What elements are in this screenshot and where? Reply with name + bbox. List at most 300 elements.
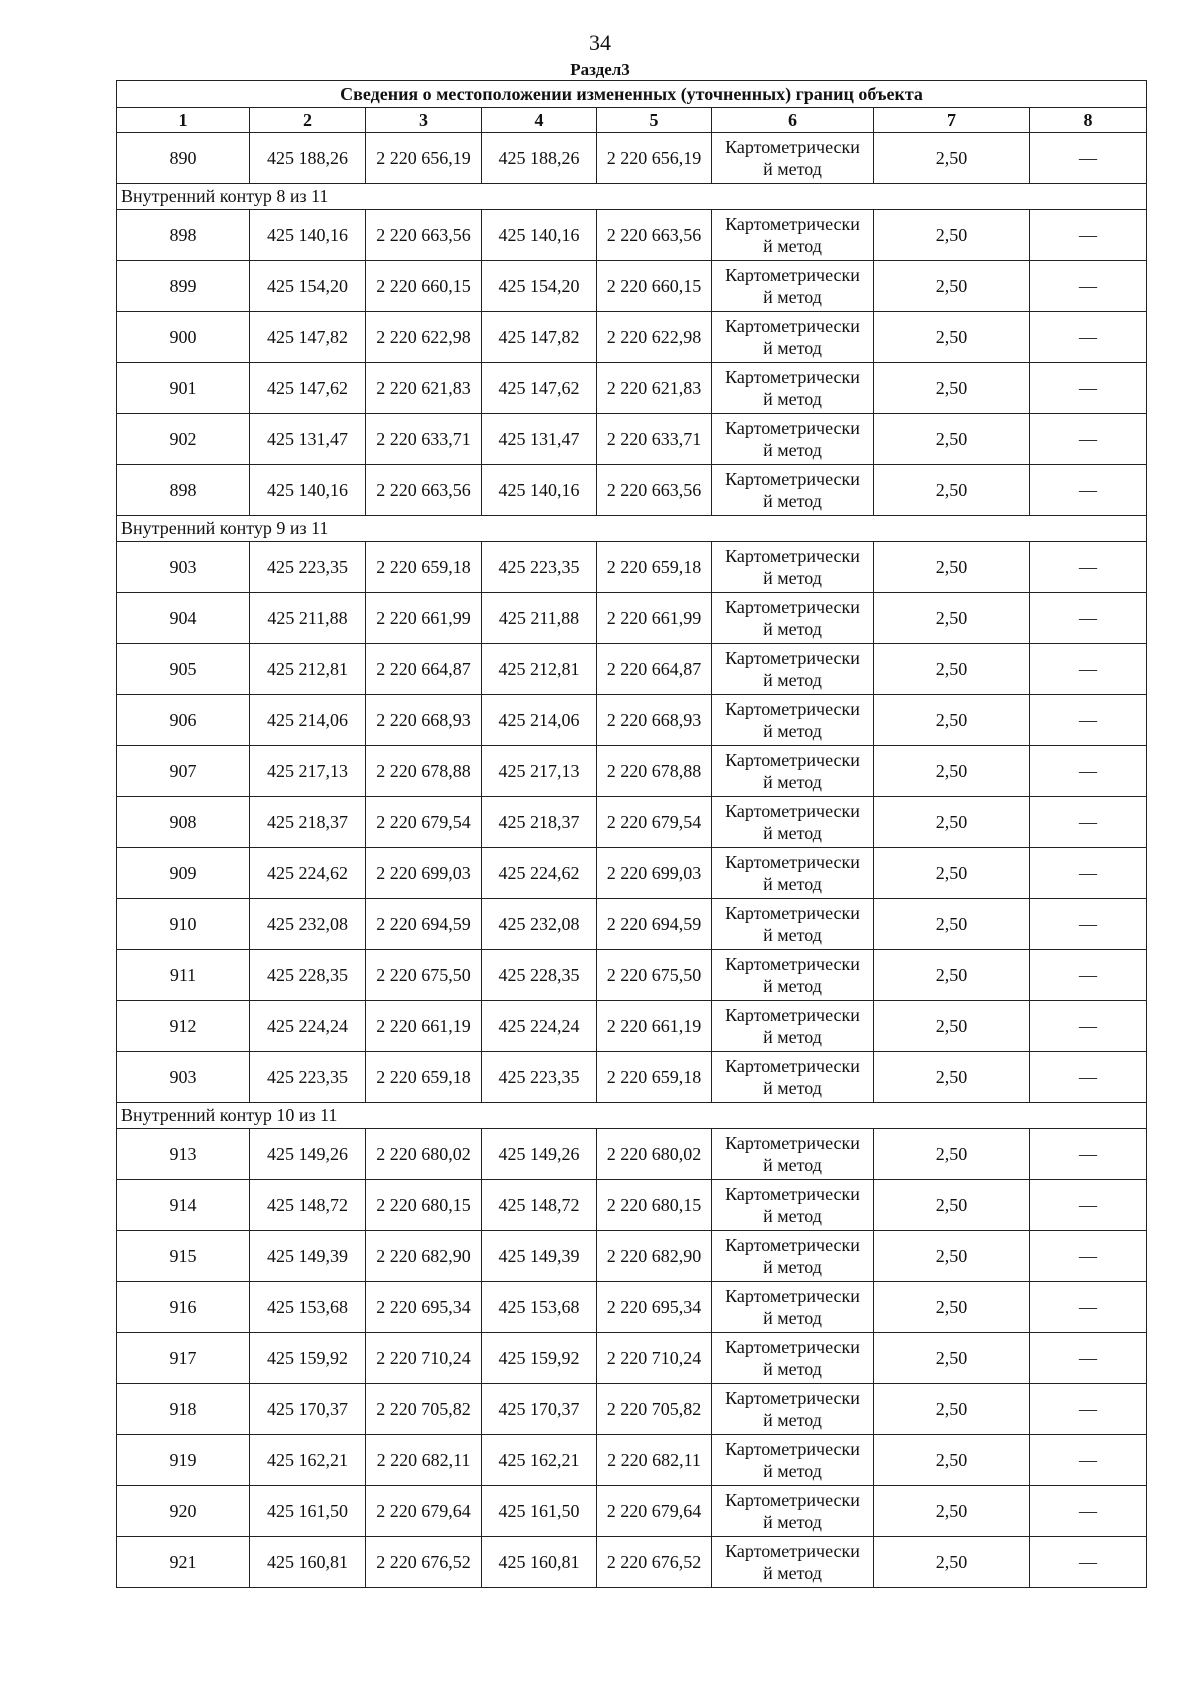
method-text-line-2: й метод xyxy=(763,976,822,996)
point-id-cell: 902 xyxy=(117,414,250,465)
accuracy-cell: 2,50 xyxy=(874,644,1030,695)
x-existing-cell: 425 140,16 xyxy=(250,465,366,516)
y-existing-cell: 2 220 656,19 xyxy=(366,133,482,184)
y-refined-cell: 2 220 663,56 xyxy=(597,210,712,261)
section-title: Раздел3 xyxy=(570,60,630,79)
x-refined-cell: 425 212,81 xyxy=(482,644,597,695)
x-existing-cell: 425 214,06 xyxy=(250,695,366,746)
table-row xyxy=(117,542,1147,593)
method-text-line-2: й метод xyxy=(763,1257,822,1277)
method-text-line-1: Картометрически xyxy=(725,546,860,566)
point-id-cell: 917 xyxy=(117,1333,250,1384)
method-text-line-1: Картометрически xyxy=(725,418,860,438)
method-text-line-1: Картометрически xyxy=(725,801,860,821)
contour-heading-row xyxy=(117,516,1147,542)
x-existing-cell: 425 161,50 xyxy=(250,1486,366,1537)
accuracy-cell: 2,50 xyxy=(874,1384,1030,1435)
method-cell xyxy=(712,1537,874,1588)
description-cell: — xyxy=(1030,1180,1147,1231)
y-refined-cell: 2 220 668,93 xyxy=(597,695,712,746)
method-text-line-2: й метод xyxy=(763,874,822,894)
method-text-line-1: Картометрически xyxy=(725,137,860,157)
contour-heading-row xyxy=(117,1103,1147,1129)
x-existing-cell: 425 228,35 xyxy=(250,950,366,1001)
table-row xyxy=(117,950,1147,1001)
x-existing-cell: 425 147,82 xyxy=(250,312,366,363)
y-existing-cell: 2 220 679,54 xyxy=(366,797,482,848)
y-existing-cell: 2 220 676,52 xyxy=(366,1537,482,1588)
method-text-line-1: Картометрически xyxy=(725,852,860,872)
x-existing-cell: 425 212,81 xyxy=(250,644,366,695)
table-row xyxy=(117,1537,1147,1588)
point-id-cell: 916 xyxy=(117,1282,250,1333)
y-existing-cell: 2 220 661,99 xyxy=(366,593,482,644)
contour-label: Внутренний контур 8 из 11 xyxy=(117,184,1147,210)
contour-label: Внутренний контур 9 из 11 xyxy=(117,516,1147,542)
x-refined-cell: 425 162,21 xyxy=(482,1435,597,1486)
y-existing-cell: 2 220 675,50 xyxy=(366,950,482,1001)
y-existing-cell: 2 220 622,98 xyxy=(366,312,482,363)
method-text-line-1: Картометрически xyxy=(725,214,860,234)
method-text-line-1: Картометрически xyxy=(725,316,860,336)
y-refined-cell: 2 220 699,03 xyxy=(597,848,712,899)
table-row xyxy=(117,848,1147,899)
x-refined-cell: 425 223,35 xyxy=(482,1052,597,1103)
table-row xyxy=(117,1129,1147,1180)
x-refined-cell: 425 160,81 xyxy=(482,1537,597,1588)
y-existing-cell: 2 220 705,82 xyxy=(366,1384,482,1435)
x-existing-cell: 425 153,68 xyxy=(250,1282,366,1333)
method-cell xyxy=(712,210,874,261)
method-cell xyxy=(712,848,874,899)
accuracy-cell: 2,50 xyxy=(874,1052,1030,1103)
description-cell: — xyxy=(1030,261,1147,312)
x-existing-cell: 425 131,47 xyxy=(250,414,366,465)
x-refined-cell: 425 211,88 xyxy=(482,593,597,644)
y-refined-cell: 2 220 710,24 xyxy=(597,1333,712,1384)
y-refined-cell: 2 220 661,19 xyxy=(597,1001,712,1052)
method-text-line-2: й метод xyxy=(763,159,822,179)
y-refined-cell: 2 220 660,15 xyxy=(597,261,712,312)
table-row xyxy=(117,363,1147,414)
table-row xyxy=(117,1384,1147,1435)
method-cell xyxy=(712,133,874,184)
method-cell xyxy=(712,1001,874,1052)
accuracy-cell: 2,50 xyxy=(874,414,1030,465)
y-refined-cell: 2 220 633,71 xyxy=(597,414,712,465)
table-row xyxy=(117,1435,1147,1486)
point-id-cell: 914 xyxy=(117,1180,250,1231)
x-existing-cell: 425 160,81 xyxy=(250,1537,366,1588)
method-text-line-1: Картометрически xyxy=(725,1388,860,1408)
method-cell xyxy=(712,1384,874,1435)
method-cell xyxy=(712,950,874,1001)
description-cell: — xyxy=(1030,1384,1147,1435)
method-text-line-1: Картометрически xyxy=(725,954,860,974)
point-id-cell: 915 xyxy=(117,1231,250,1282)
accuracy-cell: 2,50 xyxy=(874,746,1030,797)
x-existing-cell: 425 147,62 xyxy=(250,363,366,414)
point-id-cell: 912 xyxy=(117,1001,250,1052)
method-cell xyxy=(712,1052,874,1103)
description-cell: — xyxy=(1030,542,1147,593)
method-text-line-1: Картометрически xyxy=(725,1286,860,1306)
method-text-line-1: Картометрически xyxy=(725,1541,860,1561)
accuracy-cell: 2,50 xyxy=(874,261,1030,312)
point-id-cell: 919 xyxy=(117,1435,250,1486)
x-existing-cell: 425 224,62 xyxy=(250,848,366,899)
method-text-line-2: й метод xyxy=(763,1155,822,1175)
point-id-cell: 904 xyxy=(117,593,250,644)
method-text-line-2: й метод xyxy=(763,670,822,690)
x-existing-cell: 425 188,26 xyxy=(250,133,366,184)
point-id-cell: 913 xyxy=(117,1129,250,1180)
x-refined-cell: 425 153,68 xyxy=(482,1282,597,1333)
method-cell xyxy=(712,899,874,950)
accuracy-cell: 2,50 xyxy=(874,593,1030,644)
accuracy-cell: 2,50 xyxy=(874,1231,1030,1282)
y-refined-cell: 2 220 621,83 xyxy=(597,363,712,414)
table-caption-row xyxy=(117,81,1147,108)
y-refined-cell: 2 220 659,18 xyxy=(597,1052,712,1103)
method-text-line-1: Картометрически xyxy=(725,1133,860,1153)
table-row xyxy=(117,1001,1147,1052)
method-text-line-2: й метод xyxy=(763,236,822,256)
accuracy-cell: 2,50 xyxy=(874,1486,1030,1537)
x-existing-cell: 425 211,88 xyxy=(250,593,366,644)
y-refined-cell: 2 220 678,88 xyxy=(597,746,712,797)
point-id-cell: 900 xyxy=(117,312,250,363)
description-cell: — xyxy=(1030,848,1147,899)
method-cell xyxy=(712,695,874,746)
description-cell: — xyxy=(1030,465,1147,516)
x-refined-cell: 425 140,16 xyxy=(482,465,597,516)
point-id-cell: 909 xyxy=(117,848,250,899)
x-refined-cell: 425 224,62 xyxy=(482,848,597,899)
x-refined-cell: 425 170,37 xyxy=(482,1384,597,1435)
method-text-line-2: й метод xyxy=(763,440,822,460)
method-text-line-1: Картометрически xyxy=(725,1056,860,1076)
point-id-cell: 898 xyxy=(117,465,250,516)
description-cell: — xyxy=(1030,950,1147,1001)
y-refined-cell: 2 220 679,54 xyxy=(597,797,712,848)
method-cell xyxy=(712,746,874,797)
accuracy-cell: 2,50 xyxy=(874,210,1030,261)
point-id-cell: 920 xyxy=(117,1486,250,1537)
column-header: 2 xyxy=(250,108,366,133)
accuracy-cell: 2,50 xyxy=(874,1282,1030,1333)
point-id-cell: 901 xyxy=(117,363,250,414)
point-id-cell: 906 xyxy=(117,695,250,746)
table-row xyxy=(117,695,1147,746)
accuracy-cell: 2,50 xyxy=(874,312,1030,363)
method-text-line-1: Картометрически xyxy=(725,1490,860,1510)
description-cell: — xyxy=(1030,1231,1147,1282)
x-refined-cell: 425 218,37 xyxy=(482,797,597,848)
x-refined-cell: 425 149,26 xyxy=(482,1129,597,1180)
accuracy-cell: 2,50 xyxy=(874,1537,1030,1588)
method-cell xyxy=(712,1486,874,1537)
y-refined-cell: 2 220 675,50 xyxy=(597,950,712,1001)
y-existing-cell: 2 220 694,59 xyxy=(366,899,482,950)
point-id-cell: 890 xyxy=(117,133,250,184)
method-cell xyxy=(712,1129,874,1180)
x-existing-cell: 425 162,21 xyxy=(250,1435,366,1486)
y-existing-cell: 2 220 664,87 xyxy=(366,644,482,695)
description-cell: — xyxy=(1030,210,1147,261)
accuracy-cell: 2,50 xyxy=(874,133,1030,184)
method-text-line-1: Картометрически xyxy=(725,469,860,489)
method-text-line-1: Картометрически xyxy=(725,648,860,668)
method-text-line-2: й метод xyxy=(763,1563,822,1583)
point-id-cell: 910 xyxy=(117,899,250,950)
y-refined-cell: 2 220 659,18 xyxy=(597,542,712,593)
column-header: 1 xyxy=(117,108,250,133)
y-existing-cell: 2 220 659,18 xyxy=(366,1052,482,1103)
description-cell: — xyxy=(1030,593,1147,644)
method-text-line-2: й метод xyxy=(763,491,822,511)
point-id-cell: 908 xyxy=(117,797,250,848)
y-existing-cell: 2 220 678,88 xyxy=(366,746,482,797)
point-id-cell: 903 xyxy=(117,1052,250,1103)
y-existing-cell: 2 220 680,02 xyxy=(366,1129,482,1180)
accuracy-cell: 2,50 xyxy=(874,1435,1030,1486)
method-text-line-2: й метод xyxy=(763,338,822,358)
description-cell: — xyxy=(1030,1435,1147,1486)
point-id-cell: 905 xyxy=(117,644,250,695)
method-cell xyxy=(712,593,874,644)
y-refined-cell: 2 220 664,87 xyxy=(597,644,712,695)
description-cell: — xyxy=(1030,1282,1147,1333)
method-cell xyxy=(712,1180,874,1231)
x-refined-cell: 425 149,39 xyxy=(482,1231,597,1282)
method-cell xyxy=(712,1231,874,1282)
method-text-line-1: Картометрически xyxy=(725,750,860,770)
column-header: 3 xyxy=(366,108,482,133)
column-header: 4 xyxy=(482,108,597,133)
column-header: 7 xyxy=(874,108,1030,133)
y-refined-cell: 2 220 680,02 xyxy=(597,1129,712,1180)
method-text-line-2: й метод xyxy=(763,1512,822,1532)
y-existing-cell: 2 220 659,18 xyxy=(366,542,482,593)
method-cell xyxy=(712,465,874,516)
table-row xyxy=(117,797,1147,848)
y-refined-cell: 2 220 705,82 xyxy=(597,1384,712,1435)
point-id-cell: 921 xyxy=(117,1537,250,1588)
y-refined-cell: 2 220 676,52 xyxy=(597,1537,712,1588)
method-cell xyxy=(712,644,874,695)
point-id-cell: 903 xyxy=(117,542,250,593)
y-refined-cell: 2 220 695,34 xyxy=(597,1282,712,1333)
x-refined-cell: 425 159,92 xyxy=(482,1333,597,1384)
x-existing-cell: 425 148,72 xyxy=(250,1180,366,1231)
x-existing-cell: 425 170,37 xyxy=(250,1384,366,1435)
table-row xyxy=(117,644,1147,695)
column-header: 5 xyxy=(597,108,712,133)
accuracy-cell: 2,50 xyxy=(874,695,1030,746)
method-text-line-2: й метод xyxy=(763,1359,822,1379)
x-existing-cell: 425 217,13 xyxy=(250,746,366,797)
description-cell: — xyxy=(1030,1129,1147,1180)
description-cell: — xyxy=(1030,363,1147,414)
description-cell: — xyxy=(1030,644,1147,695)
method-text-line-2: й метод xyxy=(763,619,822,639)
point-id-cell: 899 xyxy=(117,261,250,312)
method-text-line-1: Картометрически xyxy=(725,265,860,285)
method-text-line-1: Картометрически xyxy=(725,1184,860,1204)
description-cell: — xyxy=(1030,133,1147,184)
method-text-line-2: й метод xyxy=(763,925,822,945)
column-header: 8 xyxy=(1030,108,1147,133)
table-row xyxy=(117,210,1147,261)
accuracy-cell: 2,50 xyxy=(874,950,1030,1001)
method-cell xyxy=(712,1333,874,1384)
x-refined-cell: 425 147,62 xyxy=(482,363,597,414)
method-cell xyxy=(712,414,874,465)
description-cell: — xyxy=(1030,797,1147,848)
table-row xyxy=(117,133,1147,184)
table-row xyxy=(117,1052,1147,1103)
method-text-line-1: Картометрически xyxy=(725,597,860,617)
page-number: 34 xyxy=(589,30,611,55)
y-existing-cell: 2 220 660,15 xyxy=(366,261,482,312)
y-existing-cell: 2 220 695,34 xyxy=(366,1282,482,1333)
y-existing-cell: 2 220 633,71 xyxy=(366,414,482,465)
y-existing-cell: 2 220 663,56 xyxy=(366,210,482,261)
y-refined-cell: 2 220 656,19 xyxy=(597,133,712,184)
method-text-line-2: й метод xyxy=(763,287,822,307)
y-existing-cell: 2 220 663,56 xyxy=(366,465,482,516)
table-row xyxy=(117,593,1147,644)
table-row xyxy=(117,312,1147,363)
contour-label: Внутренний контур 10 из 11 xyxy=(117,1103,1147,1129)
method-text-line-1: Картометрически xyxy=(725,1439,860,1459)
x-existing-cell: 425 224,24 xyxy=(250,1001,366,1052)
method-text-line-2: й метод xyxy=(763,1308,822,1328)
method-cell xyxy=(712,312,874,363)
table-caption: Сведения о местоположении измененных (уточненных) границ объекта xyxy=(117,81,1147,108)
method-cell xyxy=(712,261,874,312)
y-refined-cell: 2 220 682,11 xyxy=(597,1435,712,1486)
y-existing-cell: 2 220 661,19 xyxy=(366,1001,482,1052)
x-existing-cell: 425 223,35 xyxy=(250,1052,366,1103)
x-existing-cell: 425 140,16 xyxy=(250,210,366,261)
method-text-line-2: й метод xyxy=(763,568,822,588)
description-cell: — xyxy=(1030,1333,1147,1384)
x-existing-cell: 425 223,35 xyxy=(250,542,366,593)
method-text-line-2: й метод xyxy=(763,772,822,792)
description-cell: — xyxy=(1030,1001,1147,1052)
x-refined-cell: 425 140,16 xyxy=(482,210,597,261)
method-cell xyxy=(712,542,874,593)
column-number-row xyxy=(117,108,1147,133)
method-text-line-2: й метод xyxy=(763,1078,822,1098)
method-text-line-1: Картометрически xyxy=(725,903,860,923)
y-refined-cell: 2 220 680,15 xyxy=(597,1180,712,1231)
column-header: 6 xyxy=(712,108,874,133)
x-refined-cell: 425 154,20 xyxy=(482,261,597,312)
y-refined-cell: 2 220 663,56 xyxy=(597,465,712,516)
description-cell: — xyxy=(1030,746,1147,797)
accuracy-cell: 2,50 xyxy=(874,363,1030,414)
x-existing-cell: 425 159,92 xyxy=(250,1333,366,1384)
y-existing-cell: 2 220 679,64 xyxy=(366,1486,482,1537)
method-text-line-1: Картометрически xyxy=(725,1337,860,1357)
y-existing-cell: 2 220 621,83 xyxy=(366,363,482,414)
x-existing-cell: 425 149,26 xyxy=(250,1129,366,1180)
method-text-line-2: й метод xyxy=(763,1027,822,1047)
method-text-line-2: й метод xyxy=(763,721,822,741)
x-refined-cell: 425 228,35 xyxy=(482,950,597,1001)
description-cell: — xyxy=(1030,414,1147,465)
method-text-line-1: Картометрически xyxy=(725,1005,860,1025)
table-row xyxy=(117,746,1147,797)
point-id-cell: 918 xyxy=(117,1384,250,1435)
x-existing-cell: 425 154,20 xyxy=(250,261,366,312)
method-text-line-1: Картометрически xyxy=(725,699,860,719)
table-row xyxy=(117,465,1147,516)
x-refined-cell: 425 147,82 xyxy=(482,312,597,363)
x-refined-cell: 425 224,24 xyxy=(482,1001,597,1052)
table-row xyxy=(117,261,1147,312)
method-cell xyxy=(712,1282,874,1333)
method-text-line-2: й метод xyxy=(763,1206,822,1226)
accuracy-cell: 2,50 xyxy=(874,1129,1030,1180)
table-row xyxy=(117,1282,1147,1333)
table-row xyxy=(117,1180,1147,1231)
x-refined-cell: 425 161,50 xyxy=(482,1486,597,1537)
description-cell: — xyxy=(1030,312,1147,363)
accuracy-cell: 2,50 xyxy=(874,542,1030,593)
accuracy-cell: 2,50 xyxy=(874,797,1030,848)
x-refined-cell: 425 217,13 xyxy=(482,746,597,797)
table-row xyxy=(117,414,1147,465)
method-text-line-1: Картометрически xyxy=(725,367,860,387)
y-refined-cell: 2 220 682,90 xyxy=(597,1231,712,1282)
table-row xyxy=(117,1231,1147,1282)
accuracy-cell: 2,50 xyxy=(874,465,1030,516)
y-refined-cell: 2 220 622,98 xyxy=(597,312,712,363)
y-existing-cell: 2 220 680,15 xyxy=(366,1180,482,1231)
method-cell xyxy=(712,363,874,414)
x-existing-cell: 425 232,08 xyxy=(250,899,366,950)
table-row xyxy=(117,1333,1147,1384)
table-row xyxy=(117,899,1147,950)
accuracy-cell: 2,50 xyxy=(874,1001,1030,1052)
x-refined-cell: 425 223,35 xyxy=(482,542,597,593)
accuracy-cell: 2,50 xyxy=(874,848,1030,899)
contour-heading-row xyxy=(117,184,1147,210)
description-cell: — xyxy=(1030,1537,1147,1588)
y-refined-cell: 2 220 661,99 xyxy=(597,593,712,644)
method-text-line-2: й метод xyxy=(763,823,822,843)
y-existing-cell: 2 220 699,03 xyxy=(366,848,482,899)
x-refined-cell: 425 232,08 xyxy=(482,899,597,950)
point-id-cell: 911 xyxy=(117,950,250,1001)
description-cell: — xyxy=(1030,695,1147,746)
x-refined-cell: 425 188,26 xyxy=(482,133,597,184)
method-text-line-1: Картометрически xyxy=(725,1235,860,1255)
method-cell xyxy=(712,1435,874,1486)
method-text-line-2: й метод xyxy=(763,1410,822,1430)
x-refined-cell: 425 214,06 xyxy=(482,695,597,746)
y-refined-cell: 2 220 679,64 xyxy=(597,1486,712,1537)
description-cell: — xyxy=(1030,1486,1147,1537)
y-existing-cell: 2 220 682,11 xyxy=(366,1435,482,1486)
table-row xyxy=(117,1486,1147,1537)
x-existing-cell: 425 149,39 xyxy=(250,1231,366,1282)
method-text-line-2: й метод xyxy=(763,1461,822,1481)
